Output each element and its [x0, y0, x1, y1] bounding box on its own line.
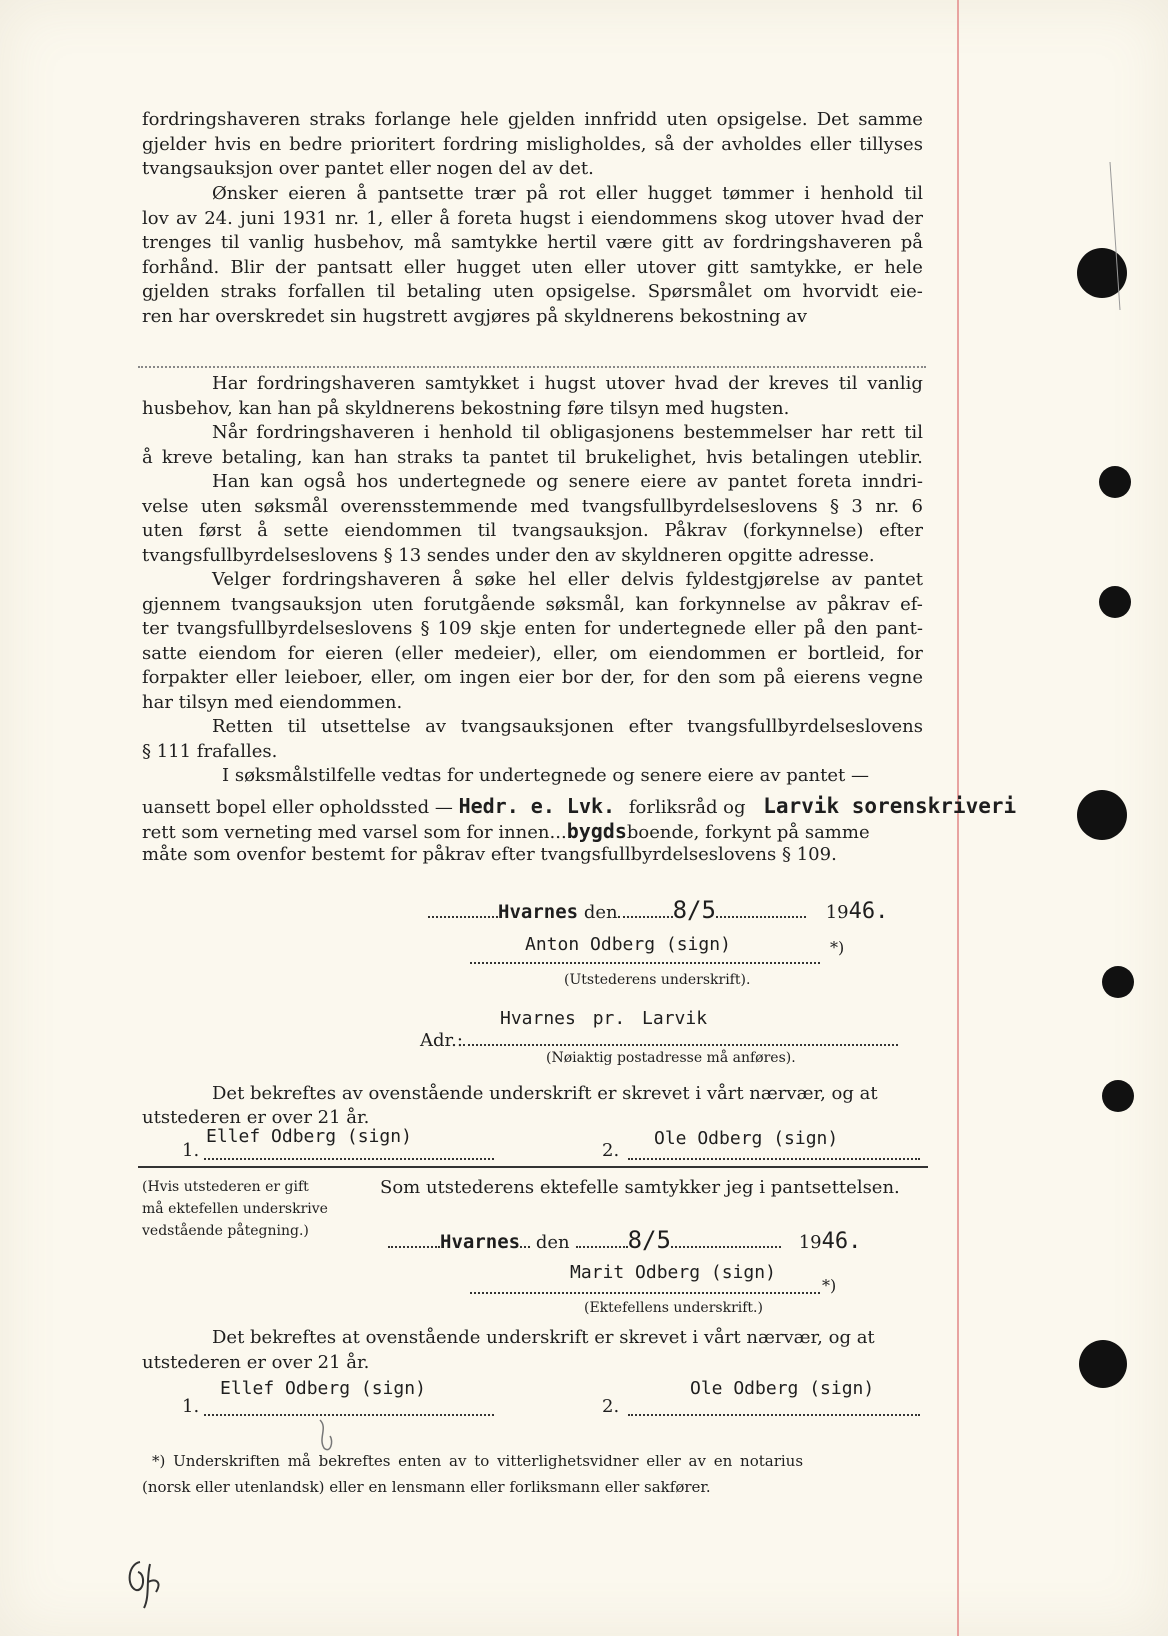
venue-text: forliksråd og	[628, 797, 746, 818]
witness-2-number: 2.	[602, 1140, 620, 1161]
spouse-note-line: vedstående påtegning.)	[142, 1223, 309, 1239]
spouse-witness-2-line	[602, 1378, 932, 1418]
spouse-date: 8/5	[627, 1226, 671, 1254]
handwritten-initials	[120, 1552, 180, 1612]
signing-date: 8/5	[672, 896, 716, 924]
spouse-witness-1-number: 1.	[182, 1396, 200, 1417]
adr-label: Adr.:	[420, 1030, 463, 1051]
text-line: tvangsfullbyrdelseslovens § 13 sendes under den av skyldneren opgitte adresse.	[142, 544, 875, 566]
punch-hole	[1077, 790, 1127, 840]
spouse-witness-text-2: utstederen er over 21 år.	[142, 1352, 370, 1373]
spouse-witness-text-1: Det bekreftes at ovenstående underskrift er skrevet i vårt nærvær, og at	[212, 1327, 875, 1348]
spouse-note	[142, 1176, 328, 1242]
punch-hole	[1099, 586, 1131, 618]
text-line: ter tvangsfullbyrdelseslovens § 109 skje enten for undertegnede eller på den pant-	[142, 618, 923, 639]
text-line: forpakter eller leieboer, eller, om ingen eier bor der, for den som på eierens vegne	[142, 667, 923, 688]
text-line: § 111 frafalles.	[142, 740, 278, 762]
margin-scratch	[1106, 160, 1136, 320]
red-margin-line	[957, 0, 959, 1636]
year-prefix: 19	[825, 902, 849, 923]
text-line: satte eiendom for eieren (eller medeier), eller, om eiendommen er bortleid, for	[142, 642, 923, 664]
witness-2-line	[602, 1126, 932, 1162]
dotted-separator	[138, 366, 926, 368]
text-line: fordringshaveren straks forlange hele gjelden innfridd uten opsigelse. Det samme	[142, 109, 923, 130]
spouse-witness-2-number: 2.	[602, 1396, 620, 1417]
year-prefix: 19	[798, 1232, 822, 1253]
text-line: trenges til vanlig husbehov, må samtykke hertil være gitt av fordringshaveren på	[142, 232, 923, 253]
venue-line-1	[142, 794, 1016, 818]
section-divider	[138, 1166, 928, 1168]
address-value: Hvarnes pr. Larvik	[500, 1008, 708, 1029]
year-suffix: 46.	[821, 1229, 862, 1254]
text-line: Har fordringshaveren samtykket i hugst utover hvad der kreves til vanlig	[212, 373, 923, 394]
text-line: gjelden straks forfallen til betaling uten opsigelse. Spørsmålet om hvorvidt eie-	[142, 281, 923, 302]
text-line: tvangsauksjon over pantet eller nogen del av det.	[142, 158, 594, 179]
signing-date-line	[428, 896, 888, 924]
venue-text: boende, forkynt på samme	[626, 822, 870, 843]
text-line: gjelder hvis en bedre prioritert fordring misligholdes, så der avholdes eller tillyses	[142, 133, 923, 155]
text-line: forhånd. Blir der pantsatt eller hugget uten eller utover gitt samtykke, er hele	[142, 256, 923, 278]
paragraph-timber-terms	[142, 182, 923, 329]
witness-text-2: utstederen er over 21 år.	[142, 1107, 370, 1128]
pencil-mark	[310, 1418, 350, 1458]
text-line: I søksmålstilfelle vedtas for undertegnede og senere eiere av pantet —	[222, 765, 869, 786]
venue-line-3: måte som ovenfor bestemt for påkrav efter tvangsfullbyrdelseslovens § 109.	[142, 844, 837, 865]
footnote-marker: *)	[822, 1276, 837, 1295]
signing-place: Hvarnes	[498, 901, 579, 923]
text-line: Retten til utsettelse av tvangsauksjonen efter tvangsfullbyrdelseslovens	[212, 716, 923, 737]
spouse-signature: Marit Odberg (sign)	[570, 1262, 776, 1283]
footnote-line: (norsk eller utenlandsk) eller en lensmann eller forliksmann eller sakfører.	[142, 1478, 711, 1496]
issuer-caption: (Utstederens underskrift).	[564, 972, 751, 988]
spouse-note-line: (Hvis utstederen er gift	[142, 1179, 309, 1195]
spouse-witness-1-signature: Ellef Odberg (sign)	[220, 1378, 426, 1399]
spouse-caption: (Ektefellens underskrift.)	[584, 1300, 763, 1316]
venue-text: uansett bopel eller opholdssted —	[142, 797, 453, 818]
spouse-place: Hvarnes	[440, 1231, 521, 1253]
address-caption: (Nøiaktig postadresse må anføres).	[546, 1050, 796, 1066]
paragraph-default-terms	[142, 108, 923, 182]
paragraph-enforcement-terms	[142, 372, 923, 789]
punch-hole	[1079, 1340, 1127, 1388]
witness-2-signature: Ole Odberg (sign)	[654, 1128, 839, 1149]
text-line: uten først å sette eiendommen til tvangsauksjon. Påkrav (forkynnelse) efter	[142, 520, 923, 541]
spouse-consent-text: Som utstederens ektefelle samtykker jeg i pantsettelsen.	[380, 1177, 900, 1198]
stamp-district-court: Larvik sorenskriveri	[763, 794, 1017, 818]
text-line: Ønsker eieren å pantsette trær på rot eller hugget tømmer i henhold til	[212, 183, 923, 204]
text-line: å kreve betaling, kan han straks ta pantet til brukelighet, hvis betalingen uteblir.	[142, 446, 923, 468]
text-line: gjennem tvangsauksjon uten forutgående søksmål, kan forkynnelse av påkrav ef-	[142, 593, 923, 615]
address-line	[420, 1026, 898, 1051]
text-line: lov av 24. juni 1931 nr. 1, eller å foreta hugst i eiendommens skog utover hvad der	[142, 207, 923, 229]
venue-text: rett som verneting med varsel som for innen...	[142, 822, 567, 843]
witness-1-number: 1.	[182, 1140, 200, 1161]
witness-text-1: Det bekreftes av ovenstående underskrift er skrevet i vårt nærvær, og at	[212, 1083, 878, 1104]
text-line: Velger fordringshaveren å søke hel eller delvis fyldestgjørelse av pantet	[212, 569, 923, 590]
stamp-district: bygds	[566, 819, 627, 843]
den-label: den	[535, 1232, 570, 1253]
text-line: husbehov, kan han på skyldnerens bekostning føre tilsyn med hugsten.	[142, 397, 790, 419]
issuer-signature: Anton Odberg (sign)	[525, 934, 731, 955]
text-line: ren har overskredet sin hugstrett avgjøres på skyldnerens bekostning av	[142, 305, 808, 327]
punch-hole	[1099, 466, 1131, 498]
text-line: Når fordringshaveren i henhold til obligasjonens bestemmelser har rett til	[212, 422, 923, 443]
spouse-witness-1-line	[182, 1378, 502, 1418]
spouse-witness-2-signature: Ole Odberg (sign)	[690, 1378, 875, 1399]
punch-hole	[1102, 966, 1134, 998]
spouse-date-line	[388, 1226, 861, 1254]
text-line: har tilsyn med eiendommen.	[142, 691, 403, 713]
witness-1-signature: Ellef Odberg (sign)	[206, 1126, 412, 1147]
footnote	[142, 1448, 804, 1500]
witness-1-line	[182, 1126, 502, 1162]
venue-line-2	[142, 819, 870, 843]
text-line: velse uten søksmål overensstemmende med tvangsfullbyrdelseslovens § 3 nr. 6	[142, 495, 923, 517]
footnote-line: *) Underskriften må bekreftes enten av to vitterlighetsvidner eller av en notarius	[152, 1452, 804, 1470]
punch-hole	[1102, 1080, 1134, 1112]
text-line: Han kan også hos undertegnede og senere eiere av pantet foreta inndri-	[212, 471, 923, 492]
footnote-marker: *)	[830, 938, 845, 957]
year-suffix: 46.	[848, 899, 889, 924]
den-label: den	[583, 902, 618, 923]
spouse-note-line: må ektefellen underskrive	[142, 1201, 328, 1217]
stamp-court: Hedr. e. Lvk.	[458, 794, 616, 818]
